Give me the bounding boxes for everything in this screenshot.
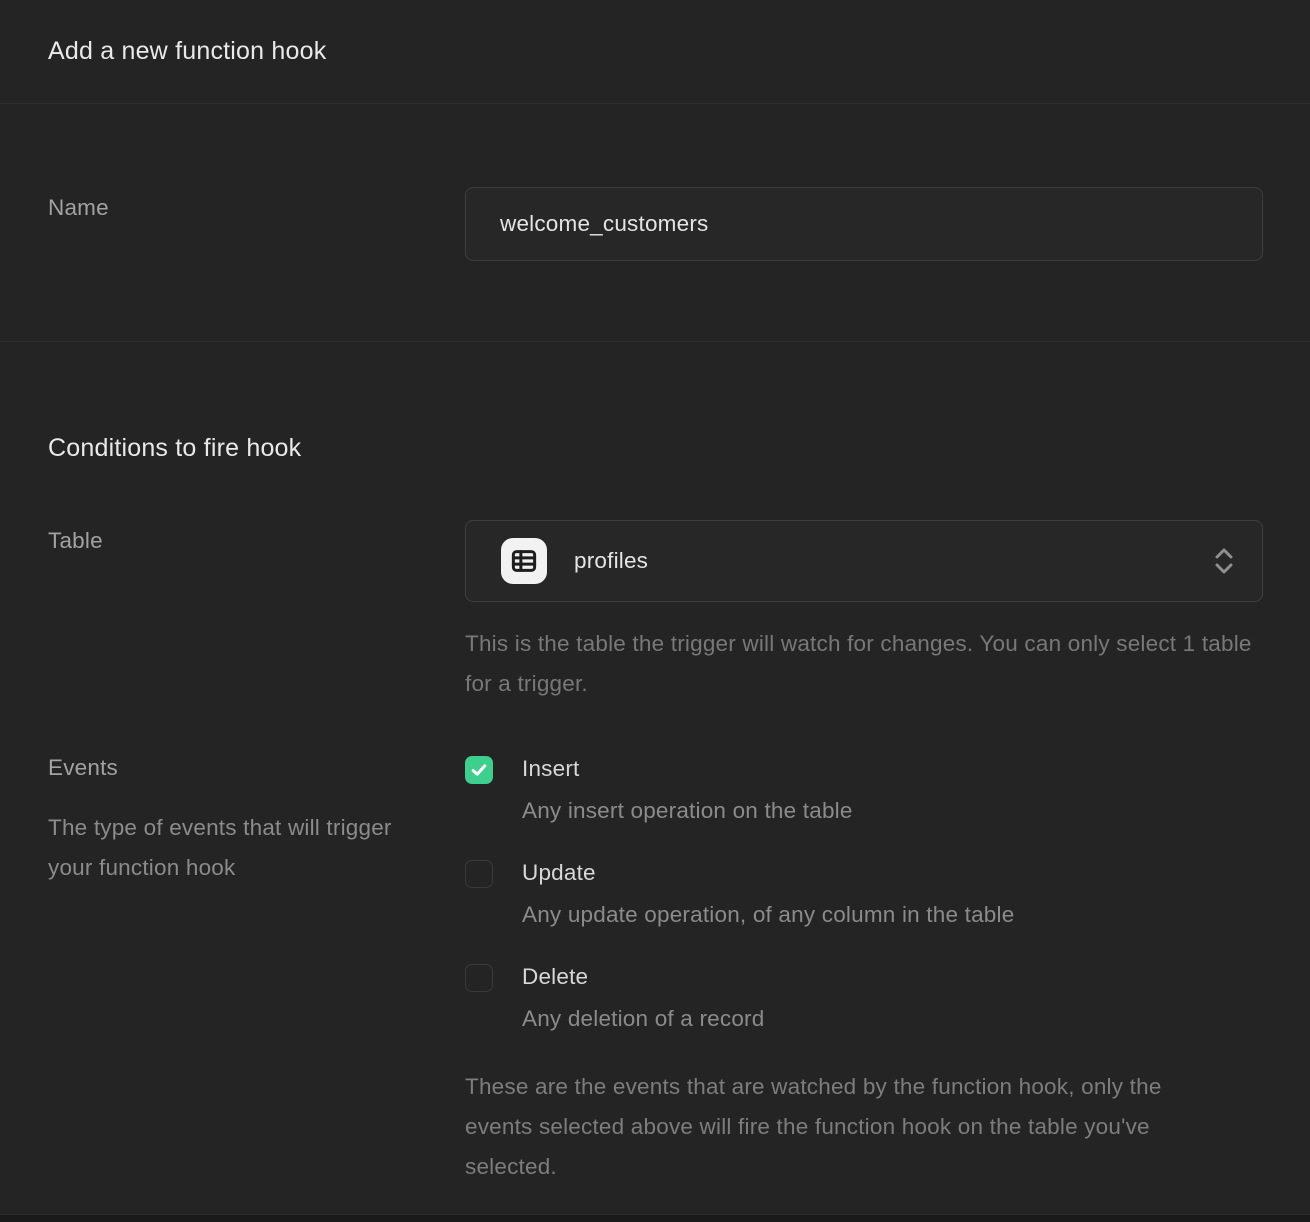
name-label-column	[48, 187, 465, 261]
table-icon	[501, 538, 547, 584]
update-checkbox[interactable]	[465, 860, 493, 888]
events-field-row	[48, 755, 1263, 1187]
name-control-column	[465, 187, 1263, 261]
page-title: Add a new function hook	[48, 37, 327, 65]
event-option-delete	[465, 963, 1263, 1033]
panel-footer-edge	[0, 1214, 1310, 1222]
panel-header	[0, 0, 1310, 104]
events-label-column	[48, 755, 465, 1187]
events-label: Events	[48, 755, 118, 780]
check-icon	[470, 761, 488, 779]
conditions-heading: Conditions to fire hook	[48, 434, 302, 462]
table-field-row	[48, 520, 1263, 704]
table-label-column	[48, 520, 465, 704]
event-option-update	[465, 859, 1263, 929]
events-help-text: These are the events that are watched by the function hook, only the events selected above will fire the function hook on the table you've selected.	[465, 1074, 1162, 1179]
insert-description: Any insert operation on the table	[522, 798, 853, 823]
events-description: The type of events that will trigger your function hook	[48, 815, 392, 880]
name-label: Name	[48, 195, 109, 220]
event-option-text	[522, 755, 853, 825]
table-help-text: This is the table the trigger will watch for changes. You can only select 1 table for a trigger.	[465, 631, 1252, 696]
name-section	[0, 104, 1310, 342]
delete-label: Delete	[522, 964, 589, 989]
update-description: Any update operation, of any column in the table	[522, 902, 1015, 927]
delete-description: Any deletion of a record	[522, 1006, 765, 1031]
table-select[interactable]	[465, 520, 1263, 602]
insert-checkbox[interactable]	[465, 756, 493, 784]
name-input[interactable]	[465, 187, 1263, 261]
insert-label: Insert	[522, 756, 580, 781]
update-label: Update	[522, 860, 596, 885]
events-control-column	[465, 755, 1263, 1187]
chevrons-up-down-icon	[1213, 545, 1235, 577]
event-option-insert	[465, 755, 1263, 825]
conditions-section	[0, 342, 1310, 1187]
delete-checkbox[interactable]	[465, 964, 493, 992]
table-select-value: profiles	[574, 548, 649, 573]
event-option-text	[522, 859, 1014, 929]
table-control-column	[465, 520, 1263, 704]
table-label: Table	[48, 528, 103, 553]
event-option-text	[522, 963, 764, 1033]
